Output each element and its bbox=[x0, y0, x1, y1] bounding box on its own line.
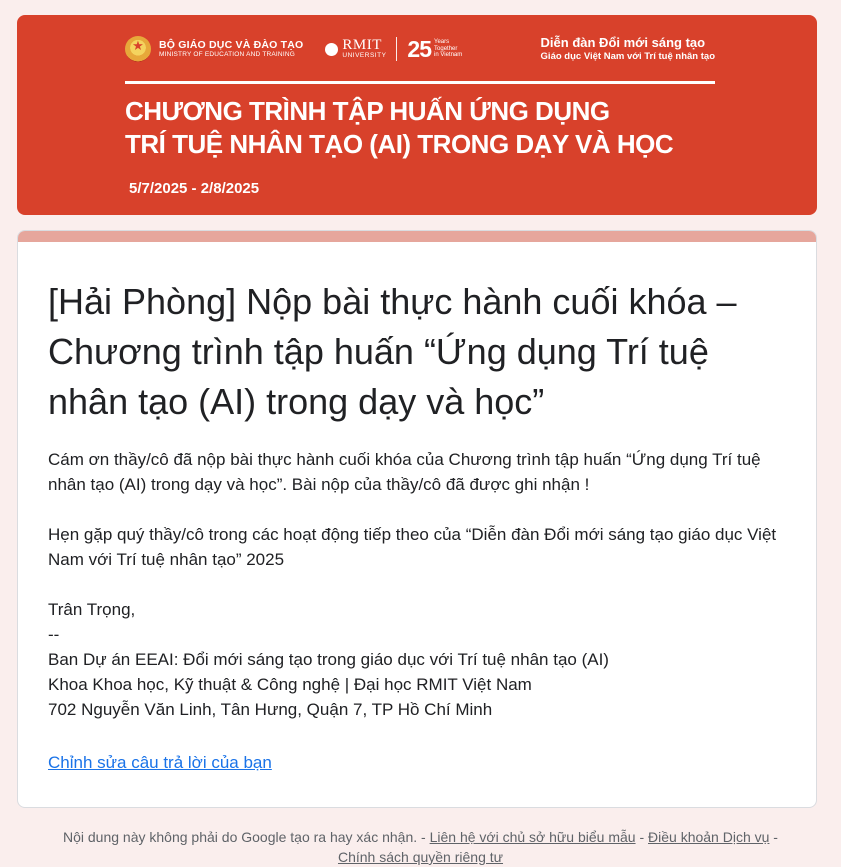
confirmation-message bbox=[48, 447, 788, 722]
banner-dates: 5/7/2025 - 2/8/2025 bbox=[129, 180, 260, 197]
signature-line: Ban Dự án EEAI: Đổi mới sáng tạo trong giáo dục với Trí tuệ nhân tạo (AI) bbox=[48, 650, 609, 669]
anniversary-line: in Vietnam bbox=[434, 52, 463, 59]
moe-name: BỘ GIÁO DỤC VÀ ĐÀO TẠO bbox=[159, 38, 304, 51]
footer-separator: - bbox=[769, 829, 778, 845]
anniversary-number: 25 bbox=[407, 35, 432, 62]
logo-divider bbox=[396, 37, 397, 61]
forum-name: Diễn đàn Đổi mới sáng tạo bbox=[540, 34, 706, 50]
signature-separator: -- bbox=[48, 625, 60, 644]
anniversary-line: Together bbox=[434, 45, 458, 52]
moe-text bbox=[159, 40, 303, 59]
banner-divider bbox=[125, 81, 715, 84]
rmit-subtitle: UNIVERSITY bbox=[342, 52, 387, 60]
rmit-name: RMIT bbox=[342, 37, 382, 54]
banner-title bbox=[125, 95, 765, 161]
rmit-pixel-icon bbox=[325, 43, 338, 56]
footer-separator: - bbox=[635, 829, 649, 845]
card-accent-bar bbox=[18, 231, 816, 242]
terms-link[interactable]: Điều khoản Dịch vụ bbox=[648, 829, 770, 845]
footer bbox=[30, 827, 811, 867]
edit-response-link[interactable]: Chỉnh sửa câu trả lời của bạn bbox=[48, 753, 272, 772]
logo-row bbox=[125, 29, 715, 69]
form-title: [Hải Phòng] Nộp bài thực hành cuối khóa – Chương trình tập huấn “Ứng dụng Trí tuệ nhân tạo (AI) trong dạy và học” bbox=[48, 281, 737, 422]
thanks-paragraph: Cám ơn thầy/cô đã nộp bài thực hành cuối khóa của Chương trình tập huấn “Ứng dụng Trí tuệ nhân tạo (AI) trong dạy và học”. Bài nộp của thầy/cô đã được ghi nhận ! bbox=[48, 450, 761, 494]
anniversary-line: Years bbox=[434, 39, 450, 46]
moe-logo bbox=[125, 36, 303, 62]
forum-logo bbox=[541, 35, 715, 63]
banner-title-line: CHƯƠNG TRÌNH TẬP HUẤN ỨNG DỤNG bbox=[125, 96, 610, 126]
see-you-paragraph: Hẹn gặp quý thầy/cô trong các hoạt động tiếp theo của “Diễn đàn Đổi mới sáng tạo giáo dục Việt Nam với Trí tuệ nhân tạo” 2025 bbox=[48, 525, 777, 569]
signature-line: Khoa Khoa học, Kỹ thuật & Công nghệ | Đại học RMIT Việt Nam bbox=[48, 675, 532, 694]
header-banner bbox=[17, 15, 817, 215]
rmit-logo bbox=[325, 38, 386, 60]
forum-subtitle: Giáo dục Việt Nam với Trí tuệ nhân tạo bbox=[540, 51, 715, 63]
moe-subtitle: MINISTRY OF EDUCATION AND TRAINING bbox=[159, 51, 295, 59]
privacy-link[interactable]: Chính sách quyền riêng tư bbox=[337, 849, 504, 865]
signature-line: 702 Nguyễn Văn Linh, Tân Hưng, Quận 7, TP Hồ Chí Minh bbox=[48, 700, 493, 719]
banner-title-line: TRÍ TUỆ NHÂN TẠO (AI) TRONG DẠY VÀ HỌC bbox=[125, 129, 674, 159]
anniversary-logo bbox=[407, 36, 462, 63]
form-confirmation-card bbox=[17, 230, 817, 808]
footer-disclaimer: Nội dung này không phải do Google tạo ra hay xác nhận. - bbox=[63, 829, 430, 845]
signoff: Trân Trọng, bbox=[48, 600, 136, 619]
contact-owner-link[interactable]: Liên hệ với chủ sở hữu biểu mẫu bbox=[429, 829, 636, 845]
national-emblem-icon bbox=[125, 36, 151, 62]
